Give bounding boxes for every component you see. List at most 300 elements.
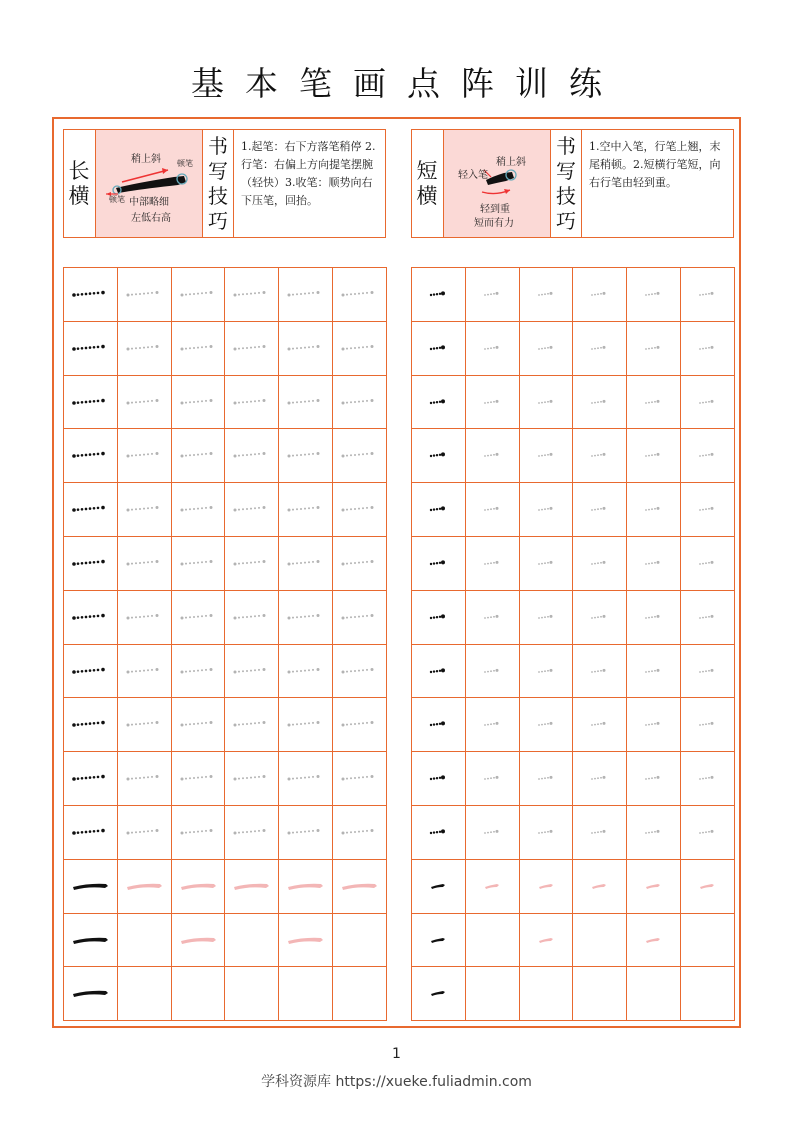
practice-cell[interactable] — [681, 645, 735, 699]
practice-cell[interactable] — [627, 591, 681, 645]
practice-cell[interactable] — [333, 645, 387, 699]
practice-cell[interactable] — [681, 591, 735, 645]
trace-dotted-stroke — [225, 752, 278, 805]
practice-cell[interactable] — [520, 698, 574, 752]
trace-dotted-stroke — [172, 268, 225, 321]
stroke-illustration-short — [444, 130, 551, 237]
practice-cell[interactable] — [573, 537, 627, 591]
trace-dotted-stroke — [681, 376, 734, 429]
practice-cell[interactable] — [412, 967, 466, 1021]
trace-dotted-stroke — [627, 591, 680, 644]
practice-cell[interactable] — [225, 698, 279, 752]
practice-cell[interactable] — [681, 914, 735, 968]
model-dotted-stroke — [412, 322, 465, 375]
trace-dotted-stroke — [520, 591, 573, 644]
practice-cell[interactable] — [118, 645, 172, 699]
grid-row — [412, 914, 735, 968]
practice-cell[interactable] — [225, 483, 279, 537]
practice-cell[interactable] — [64, 645, 118, 699]
practice-cell[interactable] — [279, 914, 333, 968]
practice-cell[interactable] — [520, 429, 574, 483]
model-dotted-stroke — [412, 698, 465, 751]
practice-cell[interactable] — [466, 806, 520, 860]
trace-dotted-stroke — [333, 537, 386, 590]
trace-stroke — [279, 914, 332, 967]
practice-cell[interactable] — [681, 429, 735, 483]
trace-stroke — [118, 860, 171, 913]
practice-cell[interactable] — [333, 967, 387, 1021]
trace-dotted-stroke — [681, 268, 734, 321]
practice-cell[interactable] — [466, 752, 520, 806]
practice-cell[interactable] — [172, 429, 226, 483]
trace-dotted-stroke — [172, 483, 225, 536]
practice-cell[interactable] — [279, 860, 333, 914]
trace-dotted-stroke — [466, 537, 519, 590]
trace-dotted-stroke — [520, 645, 573, 698]
practice-cell[interactable] — [279, 967, 333, 1021]
practice-cell[interactable] — [627, 752, 681, 806]
practice-cell[interactable] — [412, 914, 466, 968]
grid-row — [64, 645, 387, 699]
grid-row — [64, 914, 387, 968]
practice-cell[interactable] — [412, 429, 466, 483]
practice-cell[interactable] — [225, 537, 279, 591]
trace-dotted-stroke — [333, 752, 386, 805]
practice-cell[interactable] — [279, 376, 333, 430]
practice-cell[interactable] — [172, 806, 226, 860]
practice-cell[interactable] — [172, 322, 226, 376]
practice-cell[interactable] — [627, 429, 681, 483]
practice-cell[interactable] — [520, 645, 574, 699]
model-dotted-stroke — [412, 268, 465, 321]
trace-dotted-stroke — [279, 322, 332, 375]
practice-cell[interactable] — [627, 322, 681, 376]
practice-cell[interactable] — [627, 376, 681, 430]
practice-grid-short-horizontal — [411, 267, 735, 1021]
trace-dotted-stroke — [627, 483, 680, 536]
practice-cell[interactable] — [573, 914, 627, 968]
practice-cell[interactable] — [681, 860, 735, 914]
tips-heading: 书 写 技 巧 — [551, 130, 582, 237]
trace-dotted-stroke — [520, 752, 573, 805]
practice-cell[interactable] — [279, 698, 333, 752]
practice-cell[interactable] — [333, 322, 387, 376]
practice-cell[interactable] — [279, 752, 333, 806]
trace-dotted-stroke — [466, 376, 519, 429]
practice-cell[interactable] — [172, 483, 226, 537]
practice-cell[interactable] — [627, 860, 681, 914]
practice-cell[interactable] — [172, 860, 226, 914]
practice-cell[interactable] — [520, 483, 574, 537]
trace-dotted-stroke — [225, 537, 278, 590]
practice-cell[interactable] — [573, 645, 627, 699]
grid-row — [64, 322, 387, 376]
practice-cell[interactable] — [225, 376, 279, 430]
trace-dotted-stroke — [466, 698, 519, 751]
trace-dotted-stroke — [279, 483, 332, 536]
practice-cell[interactable] — [681, 483, 735, 537]
grid-row — [412, 268, 735, 322]
practice-cell[interactable] — [412, 537, 466, 591]
practice-cell[interactable] — [466, 429, 520, 483]
practice-cell[interactable] — [466, 322, 520, 376]
trace-dotted-stroke — [681, 322, 734, 375]
model-dotted-stroke — [64, 645, 117, 698]
grid-row — [64, 967, 387, 1021]
practice-cell[interactable] — [466, 591, 520, 645]
practice-cell[interactable] — [573, 376, 627, 430]
label-slightly-up: 稍上斜 — [496, 157, 526, 168]
practice-cell[interactable] — [118, 967, 172, 1021]
trace-dotted-stroke — [627, 268, 680, 321]
practice-cell[interactable] — [333, 752, 387, 806]
practice-cell[interactable] — [64, 268, 118, 322]
practice-cell[interactable] — [279, 645, 333, 699]
practice-grid-long-horizontal — [63, 267, 387, 1021]
trace-dotted-stroke — [627, 645, 680, 698]
trace-dotted-stroke — [573, 376, 626, 429]
practice-cell[interactable] — [627, 268, 681, 322]
grid-row — [412, 429, 735, 483]
trace-dotted-stroke — [279, 537, 332, 590]
practice-cell[interactable] — [64, 752, 118, 806]
practice-cell[interactable] — [627, 698, 681, 752]
page-number: 1 — [392, 1046, 401, 1062]
practice-cell[interactable] — [225, 860, 279, 914]
practice-cell[interactable] — [118, 322, 172, 376]
practice-cell[interactable] — [681, 537, 735, 591]
grid-row — [64, 752, 387, 806]
stroke-name-long-horizontal: 长 横 — [64, 130, 96, 237]
trace-dotted-stroke — [573, 483, 626, 536]
practice-cell[interactable] — [225, 591, 279, 645]
trace-stroke — [573, 860, 626, 913]
model-stroke — [64, 967, 117, 1020]
practice-cell[interactable] — [333, 914, 387, 968]
model-dotted-stroke — [64, 483, 117, 536]
practice-cell[interactable] — [64, 322, 118, 376]
practice-cell[interactable] — [627, 645, 681, 699]
practice-cell[interactable] — [64, 537, 118, 591]
trace-dotted-stroke — [225, 806, 278, 859]
model-stroke — [412, 967, 465, 1020]
tips-heading: 书 写 技 巧 — [203, 130, 234, 237]
model-dotted-stroke — [412, 376, 465, 429]
trace-dotted-stroke — [333, 322, 386, 375]
practice-cell[interactable] — [573, 752, 627, 806]
practice-cell[interactable] — [172, 752, 226, 806]
practice-cell[interactable] — [172, 268, 226, 322]
trace-dotted-stroke — [681, 537, 734, 590]
practice-cell[interactable] — [520, 322, 574, 376]
trace-dotted-stroke — [573, 268, 626, 321]
trace-dotted-stroke — [118, 698, 171, 751]
practice-cell[interactable] — [118, 591, 172, 645]
source-footer: 学科资源库 https://xueke.fuliadmin.com — [261, 1074, 532, 1090]
practice-cell[interactable] — [333, 483, 387, 537]
trace-dotted-stroke — [520, 268, 573, 321]
grid-row — [412, 537, 735, 591]
trace-dotted-stroke — [573, 698, 626, 751]
practice-cell[interactable] — [520, 860, 574, 914]
practice-cell[interactable] — [466, 537, 520, 591]
trace-dotted-stroke — [627, 698, 680, 751]
trace-stroke — [627, 914, 680, 967]
practice-cell[interactable] — [333, 376, 387, 430]
practice-cell[interactable] — [225, 806, 279, 860]
practice-cell[interactable] — [279, 483, 333, 537]
practice-cell[interactable] — [573, 322, 627, 376]
trace-dotted-stroke — [279, 645, 332, 698]
practice-cell[interactable] — [225, 645, 279, 699]
trace-stroke — [681, 860, 734, 913]
practice-cell[interactable] — [466, 860, 520, 914]
practice-cell[interactable] — [279, 537, 333, 591]
practice-cell[interactable] — [172, 698, 226, 752]
info-panel-long-horizontal — [63, 129, 386, 238]
label-pause-right: 顿笔 — [177, 159, 193, 168]
grid-row — [412, 752, 735, 806]
practice-cell[interactable] — [64, 806, 118, 860]
practice-cell[interactable] — [412, 591, 466, 645]
label-slightly-up: 稍上斜 — [131, 154, 161, 165]
practice-cell[interactable] — [466, 698, 520, 752]
practice-cell[interactable] — [520, 914, 574, 968]
practice-cell[interactable] — [279, 591, 333, 645]
practice-cell[interactable] — [466, 914, 520, 968]
practice-cell[interactable] — [520, 591, 574, 645]
practice-cell[interactable] — [681, 806, 735, 860]
trace-dotted-stroke — [172, 752, 225, 805]
practice-cell[interactable] — [64, 698, 118, 752]
trace-dotted-stroke — [333, 591, 386, 644]
practice-cell[interactable] — [64, 429, 118, 483]
practice-cell[interactable] — [118, 914, 172, 968]
practice-cell[interactable] — [118, 752, 172, 806]
trace-dotted-stroke — [279, 591, 332, 644]
grid-row — [64, 483, 387, 537]
practice-cell[interactable] — [118, 860, 172, 914]
trace-dotted-stroke — [118, 645, 171, 698]
grid-row — [412, 376, 735, 430]
practice-cell[interactable] — [681, 752, 735, 806]
trace-dotted-stroke — [333, 483, 386, 536]
model-dotted-stroke — [64, 268, 117, 321]
grid-row — [412, 806, 735, 860]
practice-cell[interactable] — [172, 537, 226, 591]
practice-cell[interactable] — [412, 645, 466, 699]
trace-dotted-stroke — [172, 806, 225, 859]
trace-stroke — [225, 860, 278, 913]
trace-dotted-stroke — [172, 322, 225, 375]
practice-cell[interactable] — [627, 914, 681, 968]
practice-cell[interactable] — [64, 914, 118, 968]
practice-cell[interactable] — [681, 322, 735, 376]
practice-cell[interactable] — [520, 967, 574, 1021]
practice-cell[interactable] — [412, 698, 466, 752]
trace-dotted-stroke — [225, 268, 278, 321]
practice-cell[interactable] — [573, 268, 627, 322]
model-dotted-stroke — [64, 806, 117, 859]
practice-cell[interactable] — [279, 268, 333, 322]
model-dotted-stroke — [412, 537, 465, 590]
practice-cell[interactable] — [225, 268, 279, 322]
practice-cell[interactable] — [573, 483, 627, 537]
model-dotted-stroke — [64, 429, 117, 482]
practice-cell[interactable] — [172, 645, 226, 699]
practice-cell[interactable] — [681, 268, 735, 322]
practice-cell[interactable] — [333, 860, 387, 914]
practice-cell[interactable] — [333, 429, 387, 483]
practice-cell[interactable] — [466, 376, 520, 430]
trace-dotted-stroke — [520, 429, 573, 482]
grid-row — [412, 698, 735, 752]
practice-cell[interactable] — [412, 806, 466, 860]
trace-dotted-stroke — [225, 698, 278, 751]
practice-cell[interactable] — [520, 537, 574, 591]
trace-dotted-stroke — [681, 483, 734, 536]
practice-cell[interactable] — [466, 967, 520, 1021]
model-dotted-stroke — [64, 698, 117, 751]
trace-dotted-stroke — [118, 483, 171, 536]
practice-cell[interactable] — [118, 429, 172, 483]
practice-cell[interactable] — [412, 483, 466, 537]
trace-dotted-stroke — [573, 429, 626, 482]
practice-cell[interactable] — [118, 806, 172, 860]
practice-cell[interactable] — [64, 967, 118, 1021]
trace-dotted-stroke — [573, 752, 626, 805]
trace-dotted-stroke — [466, 429, 519, 482]
practice-cell[interactable] — [466, 483, 520, 537]
practice-cell[interactable] — [333, 591, 387, 645]
practice-cell[interactable] — [412, 752, 466, 806]
trace-dotted-stroke — [627, 537, 680, 590]
practice-cell[interactable] — [333, 537, 387, 591]
trace-dotted-stroke — [573, 591, 626, 644]
practice-cell[interactable] — [64, 376, 118, 430]
trace-dotted-stroke — [172, 537, 225, 590]
practice-cell[interactable] — [627, 537, 681, 591]
trace-dotted-stroke — [681, 806, 734, 859]
trace-dotted-stroke — [118, 376, 171, 429]
model-dotted-stroke — [64, 591, 117, 644]
model-dotted-stroke — [412, 645, 465, 698]
practice-cell[interactable] — [681, 967, 735, 1021]
practice-cell[interactable] — [466, 268, 520, 322]
practice-cell[interactable] — [225, 914, 279, 968]
practice-cell[interactable] — [333, 268, 387, 322]
practice-cell[interactable] — [279, 322, 333, 376]
trace-dotted-stroke — [627, 752, 680, 805]
practice-cell[interactable] — [520, 752, 574, 806]
practice-cell[interactable] — [520, 376, 574, 430]
practice-cell[interactable] — [64, 591, 118, 645]
trace-dotted-stroke — [681, 752, 734, 805]
practice-cell[interactable] — [172, 914, 226, 968]
practice-cell[interactable] — [225, 967, 279, 1021]
practice-cell[interactable] — [172, 376, 226, 430]
tips-text: 1.起笔：右下方落笔稍停 2.行笔：右偏上方向提笔摆腕（轻快）3.收笔：顺势向右下压笔，回抬。 — [241, 140, 376, 207]
model-dotted-stroke — [412, 429, 465, 482]
practice-cell[interactable] — [412, 322, 466, 376]
info-panel-short-horizontal — [411, 129, 734, 238]
grid-row — [64, 860, 387, 914]
practice-cell[interactable] — [412, 860, 466, 914]
practice-cell[interactable] — [627, 483, 681, 537]
practice-cell[interactable] — [118, 698, 172, 752]
trace-dotted-stroke — [466, 591, 519, 644]
practice-cell[interactable] — [627, 967, 681, 1021]
model-dotted-stroke — [64, 752, 117, 805]
trace-dotted-stroke — [573, 537, 626, 590]
practice-cell[interactable] — [573, 591, 627, 645]
practice-cell[interactable] — [118, 537, 172, 591]
practice-cell[interactable] — [573, 429, 627, 483]
practice-cell[interactable] — [466, 645, 520, 699]
practice-cell[interactable] — [573, 860, 627, 914]
trace-dotted-stroke — [333, 698, 386, 751]
trace-dotted-stroke — [118, 591, 171, 644]
trace-dotted-stroke — [466, 483, 519, 536]
trace-dotted-stroke — [118, 268, 171, 321]
practice-cell[interactable] — [573, 698, 627, 752]
practice-cell[interactable] — [333, 698, 387, 752]
label-pause-left: 顿笔 — [109, 195, 125, 204]
practice-cell[interactable] — [279, 806, 333, 860]
grid-row — [64, 268, 387, 322]
practice-cell[interactable] — [172, 967, 226, 1021]
practice-cell[interactable] — [225, 752, 279, 806]
practice-cell[interactable] — [520, 806, 574, 860]
model-stroke — [64, 860, 117, 913]
practice-cell[interactable] — [573, 967, 627, 1021]
practice-cell[interactable] — [333, 806, 387, 860]
practice-cell[interactable] — [573, 806, 627, 860]
trace-dotted-stroke — [279, 698, 332, 751]
practice-cell[interactable] — [627, 806, 681, 860]
practice-cell[interactable] — [64, 860, 118, 914]
model-stroke — [412, 860, 465, 913]
grid-row — [412, 322, 735, 376]
model-dotted-stroke — [412, 752, 465, 805]
practice-cell[interactable] — [172, 591, 226, 645]
practice-cell[interactable] — [279, 429, 333, 483]
practice-cell[interactable] — [225, 429, 279, 483]
practice-cell[interactable] — [118, 483, 172, 537]
grid-row — [412, 645, 735, 699]
trace-stroke — [466, 860, 519, 913]
trace-dotted-stroke — [225, 429, 278, 482]
trace-dotted-stroke — [279, 752, 332, 805]
practice-cell[interactable] — [412, 376, 466, 430]
trace-dotted-stroke — [627, 376, 680, 429]
practice-cell[interactable] — [681, 698, 735, 752]
trace-dotted-stroke — [118, 806, 171, 859]
practice-cell[interactable] — [118, 268, 172, 322]
practice-cell[interactable] — [412, 268, 466, 322]
trace-dotted-stroke — [225, 591, 278, 644]
page-title: 基本笔画点阵训练 — [191, 64, 623, 103]
practice-cell[interactable] — [225, 322, 279, 376]
practice-cell[interactable] — [118, 376, 172, 430]
grid-row — [64, 806, 387, 860]
practice-cell[interactable] — [64, 483, 118, 537]
trace-dotted-stroke — [279, 376, 332, 429]
model-stroke — [412, 914, 465, 967]
practice-cell[interactable] — [681, 376, 735, 430]
trace-stroke — [627, 860, 680, 913]
practice-cell[interactable] — [520, 268, 574, 322]
